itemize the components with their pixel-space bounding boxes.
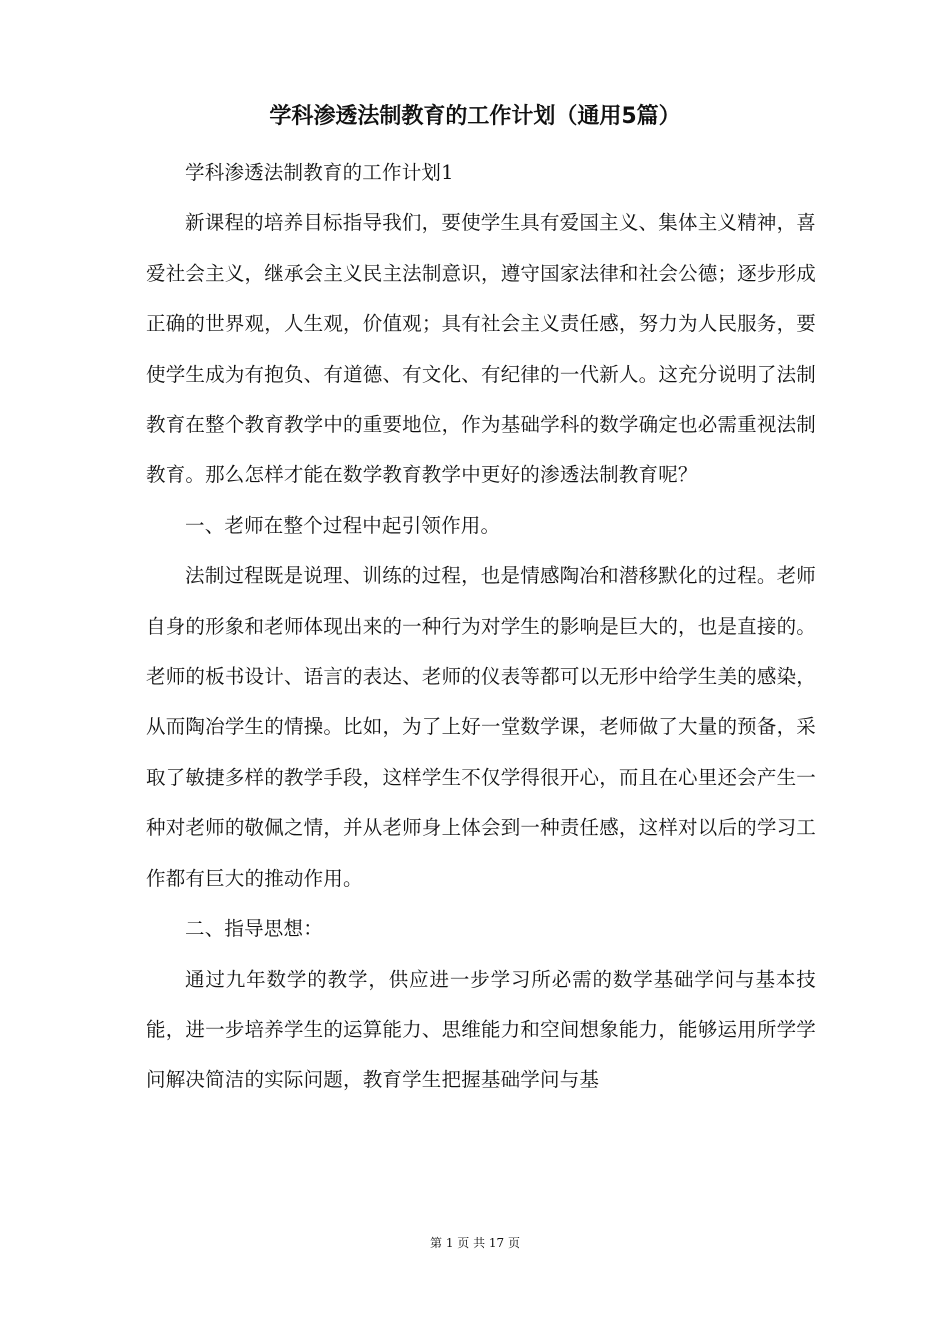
page-number-footer: 第 1 页 共 17 页 [430, 1236, 520, 1250]
body-paragraph: 法制过程既是说理、训练的过程，也是情感陶冶和潜移默化的过程。老师自身的形象和老师体现出来的一种行为对学生的影响是巨大的，也是直接的。老师的板书设计、语言的表达、老师的仪表等都可以无形中给学生美的感染，从而陶冶学生的情操。比如，为了上好一堂数学课，老师做了大量的预备，采取了敏捷多样的教学手段，这样学生不仅学得很开心，而且在心里还会产生一种对老师的敬佩之情，并从老师身上体会到一种责任感，这样对以后的学习工作都有巨大的推动作用。 [146, 564, 816, 890]
page-title: 学科渗透法制教育的工作计划（通用5篇） [269, 104, 681, 129]
section-heading: 二、指导思想： [185, 917, 323, 941]
section-heading: 一、老师在整个过程中起引领作用。 [185, 513, 501, 537]
body-paragraph: 新课程的培养目标指导我们，要使学生具有爱国主义、集体主义精神，喜爱社会主义，继承会主义民主法制意识，遵守国家法律和社会公德；逐步形成正确的世界观，人生观，价值观；具有社会主义责任感，努力为人民服务，要使学生成为有抱负、有道德、有文化、有纪律的一代新人。这充分说明了法制教育在整个教育教学中的重要地位，作为基础学科的数学确定也必需重视法制教育。那么怎样才能在数学教育教学中更好的渗透法制教育呢？ [146, 211, 816, 487]
section-heading: 学科渗透法制教育的工作计划1 [185, 161, 454, 184]
document-body [146, 148, 816, 1106]
body-paragraph: 通过九年数学的教学，供应进一步学习所必需的数学基础学问与基本技能，进一步培养学生的运算能力、思维能力和空间想象能力，能够运用所学学问解决简洁的实际问题，教育学生把握基础学问与基 [146, 967, 816, 1092]
